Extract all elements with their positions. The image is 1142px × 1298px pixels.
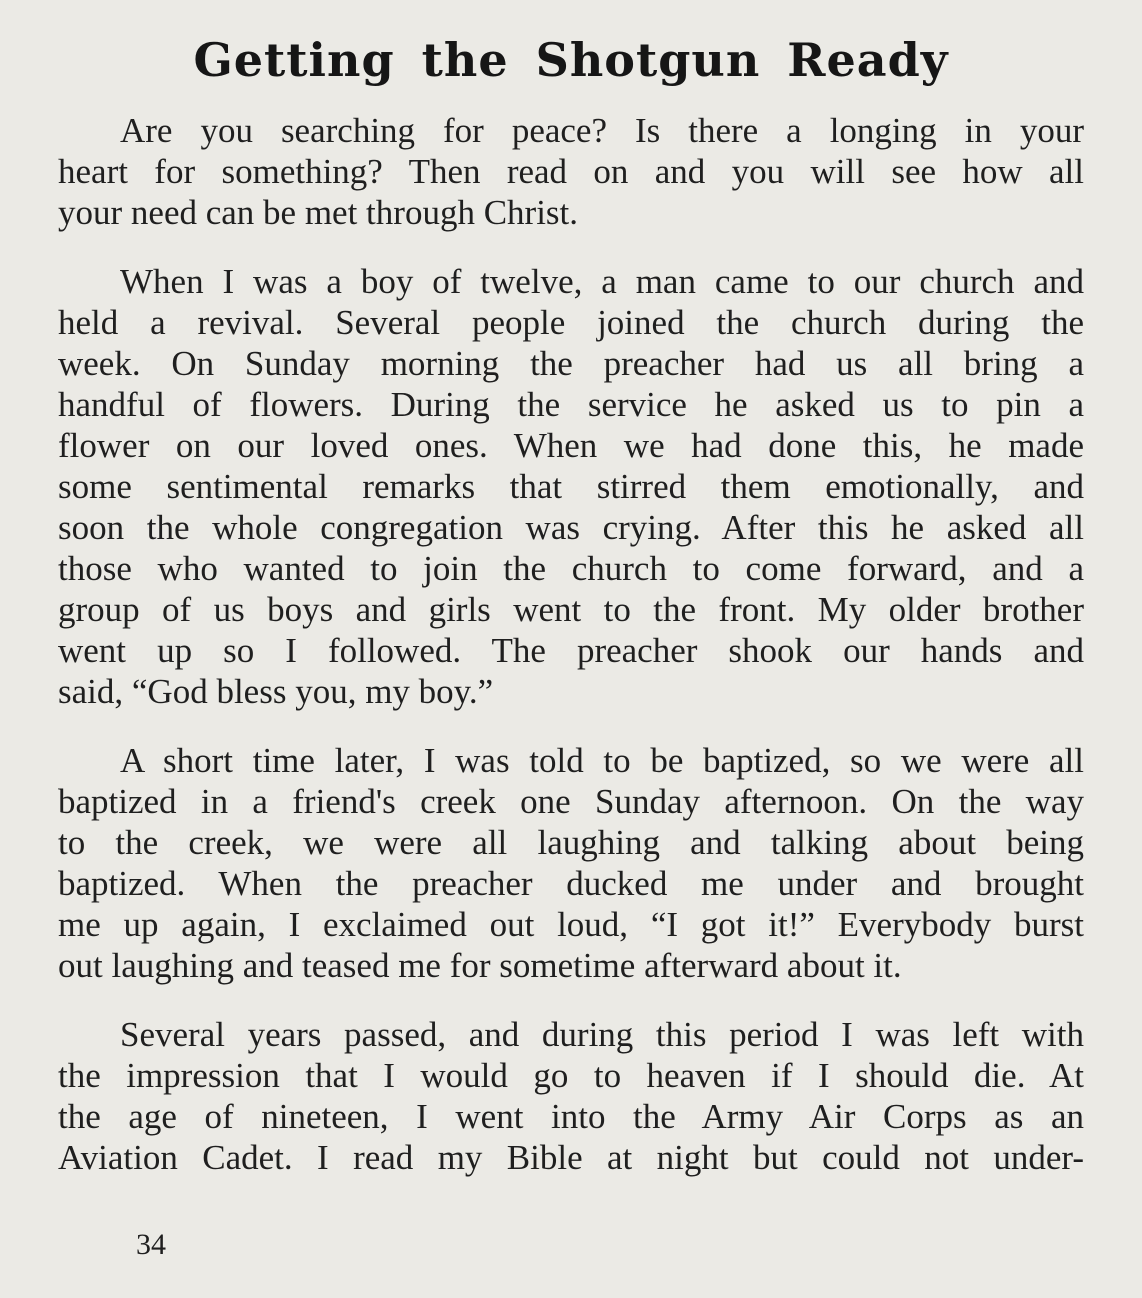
- text-line: baptized in a friend's creek one Sunday afternoon. On the way: [58, 782, 1084, 821]
- text-line: group of us boys and girls went to the front. My older brother: [58, 590, 1084, 629]
- chapter-title: Getting the Shotgun Ready: [193, 33, 949, 87]
- text-line: handful of flowers. During the service he asked us to pin a: [58, 385, 1084, 424]
- text-line: Several years passed, and during this period I was left with: [120, 1015, 1084, 1054]
- text-line: heart for something? Then read on and you will see how all: [58, 152, 1084, 191]
- text-line: out laughing and teased me for sometime afterward about it.: [58, 946, 902, 985]
- paragraph: [58, 110, 1084, 233]
- text-line: soon the whole congregation was crying. After this he asked all: [58, 508, 1084, 547]
- text-line: flower on our loved ones. When we had done this, he made: [58, 426, 1084, 465]
- text-line: me up again, I exclaimed out loud, “I got it!” Everybody burst: [58, 905, 1084, 944]
- paragraph: [58, 261, 1084, 712]
- paragraph: [58, 1014, 1084, 1178]
- text-line: A short time later, I was told to be baptized, so we were all: [120, 741, 1084, 780]
- text-line: Aviation Cadet. I read my Bible at night but could not under-: [58, 1138, 1084, 1177]
- page-number: 34: [136, 1228, 166, 1261]
- text-line: to the creek, we were all laughing and talking about being: [58, 823, 1084, 862]
- text-line: week. On Sunday morning the preacher had us all bring a: [58, 344, 1084, 383]
- text-line: the impression that I would go to heaven if I should die. At: [58, 1056, 1084, 1095]
- text-line: Are you searching for peace? Is there a longing in your: [120, 111, 1084, 150]
- text-line: said, “God bless you, my boy.”: [58, 672, 494, 711]
- text-line: went up so I followed. The preacher shook our hands and: [58, 631, 1084, 670]
- text-line: the age of nineteen, I went into the Army Air Corps as an: [58, 1097, 1084, 1136]
- text-line: those who wanted to join the church to come forward, and a: [58, 549, 1084, 588]
- text-line: held a revival. Several people joined the church during the: [58, 303, 1084, 342]
- paragraph: [58, 740, 1084, 986]
- text-line: your need can be met through Christ.: [58, 193, 579, 232]
- text-line: baptized. When the preacher ducked me under and brought: [58, 864, 1084, 903]
- text-line: some sentimental remarks that stirred them emotionally, and: [58, 467, 1084, 506]
- text-line: When I was a boy of twelve, a man came to our church and: [120, 262, 1084, 301]
- body-text: [58, 110, 1084, 1206]
